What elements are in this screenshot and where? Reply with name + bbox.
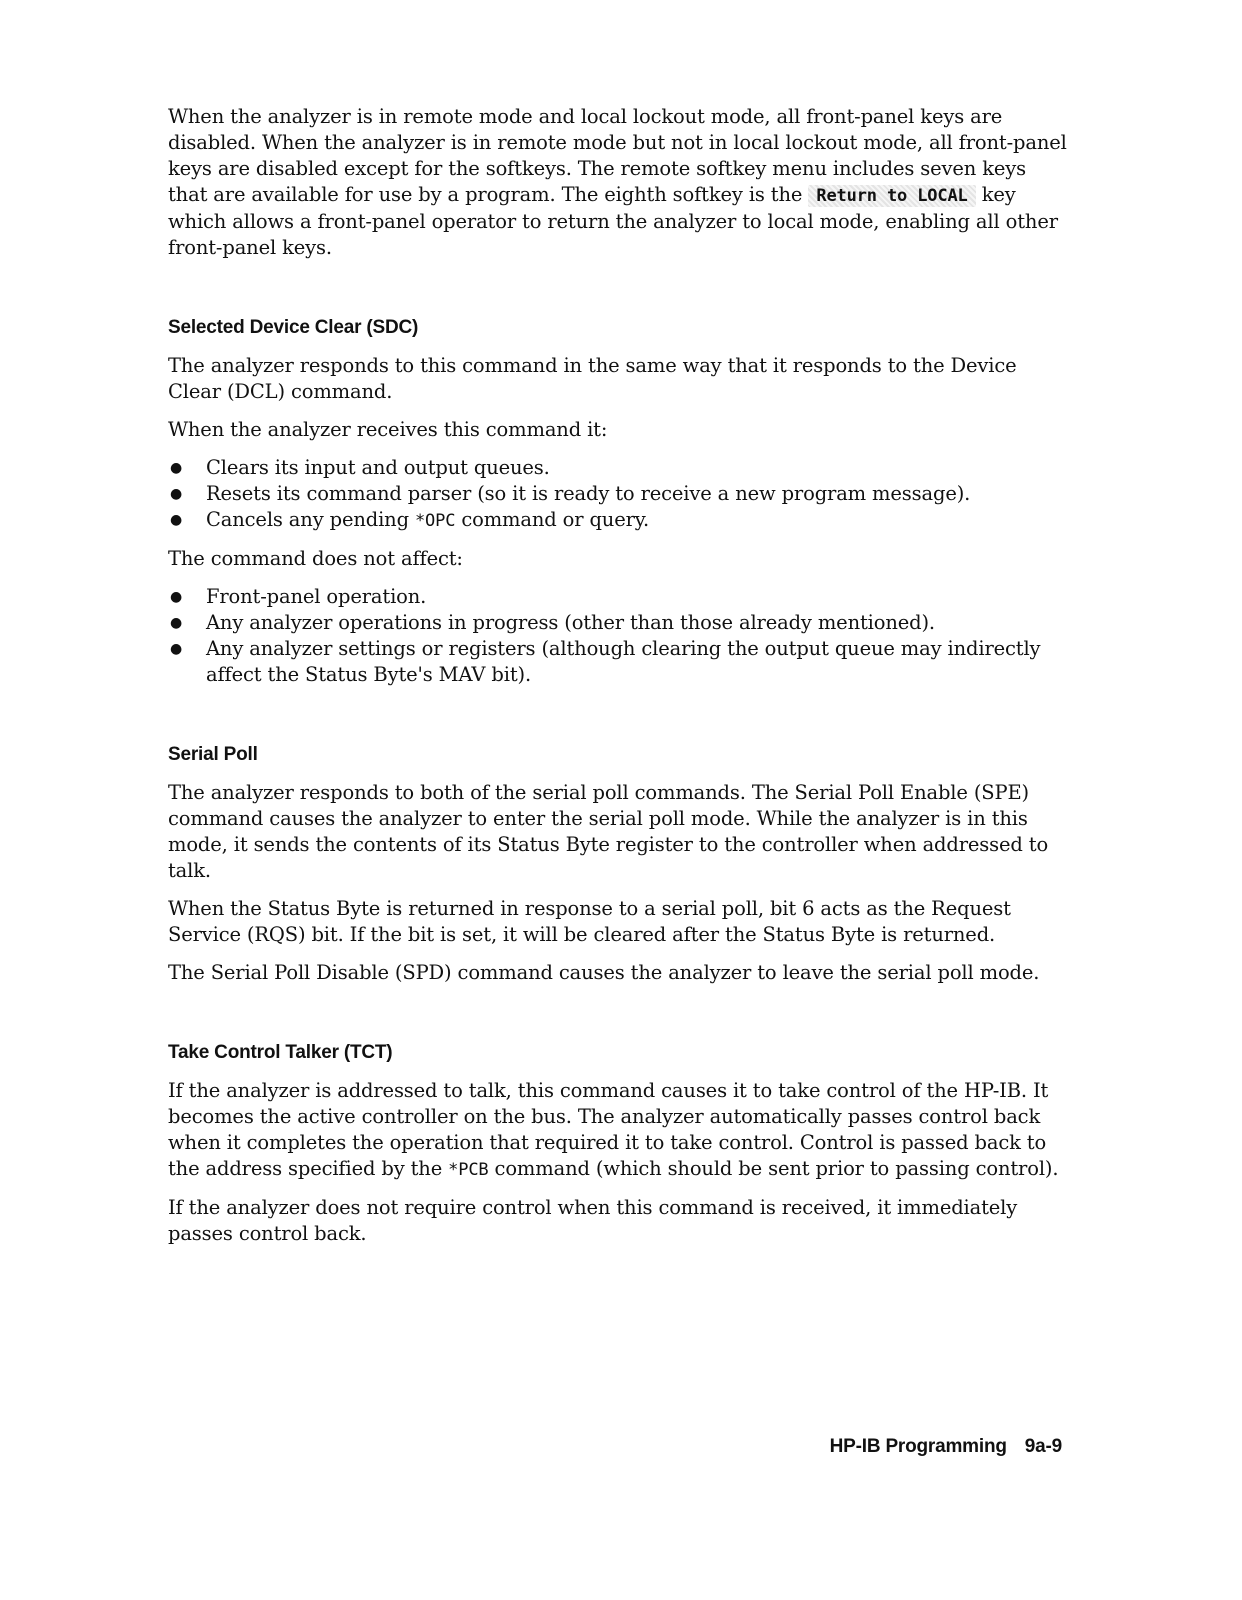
bullet-icon: ● <box>170 460 183 476</box>
footer-section-title: HP-IB Programming <box>829 1436 1007 1457</box>
pcb-command: *PCB <box>448 1160 489 1180</box>
serial-poll-paragraph-3: The Serial Poll Disable (SPD) command causes the analyzer to leave the serial poll mode. <box>168 961 1040 984</box>
bullet-icon: ● <box>170 589 183 605</box>
intro-text-b: key which allows a front-panel operator to return the analyzer to local mode, enabling all other front-panel keys. <box>168 183 1058 259</box>
bullet-icon: ● <box>170 486 183 502</box>
page-number: 9a-9 <box>1024 1436 1062 1457</box>
sdc-heading: Selected Device Clear (SDC) <box>168 317 419 338</box>
serial-poll-heading: Serial Poll <box>168 744 258 765</box>
list-item: ● Cancels any pending *OPC command or query. <box>170 508 650 531</box>
list-item: ● Clears its input and output queues. <box>170 456 550 479</box>
serial-poll-paragraph-1: The analyzer responds to both of the serial poll commands. The Serial Poll Enable (SPE) command causes the analyzer to enter the serial poll mode. While the analyzer is in this mode, it sends the contents of its Status Byte register to the controller when addressed to talk. <box>168 781 1049 882</box>
bullet-icon: ● <box>170 512 183 528</box>
bullet-icon: ● <box>170 615 183 631</box>
return-to-local-softkey: Return to LOCAL <box>808 185 975 207</box>
bullet-icon: ● <box>170 641 183 657</box>
sdc-paragraph-3: The command does not affect: <box>168 547 463 570</box>
page-body <box>168 104 1068 1259</box>
sdc-paragraph-2: When the analyzer receives this command it: <box>168 418 608 441</box>
page-footer <box>830 1436 1062 1458</box>
intro-text-a: When the analyzer is in remote mode and local lockout mode, all front-panel keys are disabled. When the analyzer is in remote mode but not in local lockout mode, all front-panel keys are disabled except for the softkeys. The remote softkey menu includes seven keys that are available for use by a program. The eighth softkey is the <box>168 105 1067 206</box>
opc-command: *OPC <box>414 511 456 531</box>
sdc-effects-list <box>168 455 1068 534</box>
tct-heading: Take Control Talker (TCT) <box>168 1042 393 1063</box>
serial-poll-paragraph-2: When the Status Byte is returned in response to a serial poll, bit 6 acts as the Request Service (RQS) bit. If the bit is set, it will be cleared after the Status Byte is returned. <box>168 897 1011 946</box>
tct-paragraph-2: If the analyzer does not require control when this command is received, it immediately passes control back. <box>168 1196 1018 1245</box>
list-item: ● Front-panel operation. <box>170 585 427 608</box>
sdc-not-affected-list <box>168 584 1068 688</box>
sdc-paragraph-1: The analyzer responds to this command in the same way that it responds to the Device Clear (DCL) command. <box>168 354 1017 403</box>
intro-paragraph <box>168 104 1068 261</box>
list-item: ● Resets its command parser (so it is ready to receive a new program message). <box>170 482 971 505</box>
list-item: ● Any analyzer settings or registers (although clearing the output queue may indirectly affect the Status Byte's MAV bit). <box>170 637 1041 686</box>
tct-paragraph-1: If the analyzer is addressed to talk, this command causes it to take control of the HP-IB. It becomes the active controller on the bus. The analyzer automatically passes control back when it completes the operation that required it to take control. Control is passed back to the address specified by the *PCB command (which should be sent prior to passing control). <box>168 1079 1059 1180</box>
list-item: ● Any analyzer operations in progress (other than those already mentioned). <box>170 611 935 634</box>
